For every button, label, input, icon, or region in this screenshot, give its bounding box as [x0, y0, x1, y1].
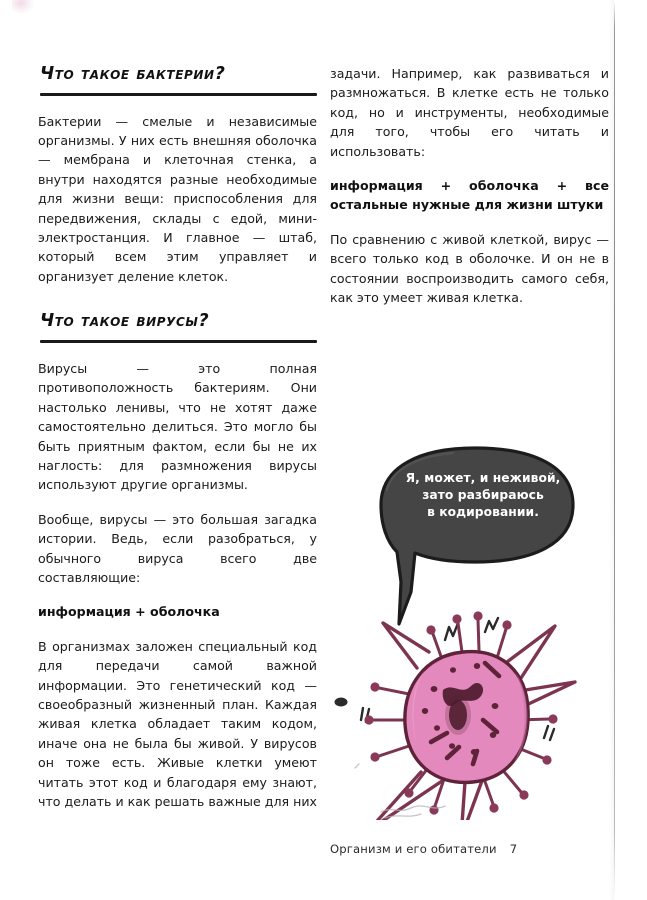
spacer [38, 301, 317, 311]
paragraph-tasks: задачи. Например, как развиваться и размножаться. В клетке есть не только код, но и инструменты, необходимые для того, чтобы его читать и использовать: [330, 66, 609, 159]
section-heading-bacteria [38, 64, 317, 96]
formula-information-shell: информация + оболочка [38, 604, 220, 620]
ink-dot [335, 698, 348, 707]
footer-page-number: 7 [509, 842, 518, 856]
footer-section-title: Организм и его обитатели [330, 842, 497, 856]
paragraph-viruses-1: Вирусы — это полная противоположность бактериям. Они настолько ленивы, что не хотят даже самостоятельно делиться. Это могло бы быть приятным фактом, если бы не их наглость: для размножения вирусы используют другие организмы. [38, 360, 317, 493]
heading-text: Что такое вирусы? [40, 311, 210, 332]
formula-information-shell-extended: информация + оболочка + все остальные нужные для жизни штуки [330, 178, 609, 213]
paragraph-genetic-code: В организмах заложен специальный код для передачи самой важной информации. Это генетический код — своеобразный жизненный план. Каждая живая клетка обладает таким кодом, иначе она не была бы живой. У вирусов он тоже есть. Живые клетки умеют читать этот код и благодаря ему знают, что делать и как решать важные для них [38, 638, 317, 810]
right-text-column [330, 64, 609, 307]
bubble-line-2: зато разбираюсь [422, 488, 544, 502]
bubble-line-3: в кодировании. [427, 505, 539, 519]
heading-underline [40, 340, 317, 343]
page-footer [330, 842, 580, 856]
heading-text: Что такое бактерии? [40, 64, 226, 84]
paragraph-bacteria-1: Бактерии — смелые и независимые организмы. У них есть внешняя оболочка — мембрана и клеточная стенка, а внутри находятся разные необходимые для жизни вещи: приспособления для передвижения, склады с едой, мини-электростанция. И главное — штаб, который всем этим управляет и организует деление клеток. [38, 113, 317, 284]
heading-underline [40, 93, 317, 96]
virus-illustration [325, 420, 615, 820]
paragraph-comparison: По сравнению с живой клеткой, вирус — всего только код в оболочке. И он не в состоянии воспроизводить самого себя, как это умеет живая клетка. [330, 231, 609, 306]
bubble-line-1: Я, может, и неживой, [405, 471, 561, 485]
section-heading-viruses [38, 311, 317, 343]
virus-illustration-svg [325, 420, 615, 820]
speech-bubble-shape [381, 448, 573, 624]
corner-ink-smudge [12, 0, 34, 14]
paragraph-viruses-2: Вообще, вирусы — это большая загадка истории. Ведь, если разобраться, у обычного вируса всего две составляющие: [38, 511, 317, 585]
left-text-column [38, 64, 317, 811]
